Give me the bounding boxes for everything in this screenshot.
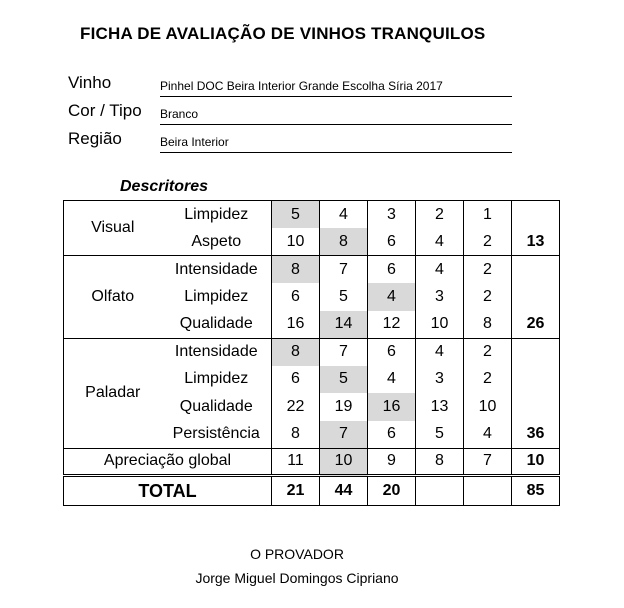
table-row xyxy=(64,201,560,229)
score-cell-selected: 8 xyxy=(272,256,320,284)
score-cell: 1 xyxy=(464,201,512,229)
score-cell: 7 xyxy=(464,448,512,476)
score-cell: 9 xyxy=(368,448,416,476)
score-cell: 5 xyxy=(320,283,368,311)
table-row xyxy=(64,256,560,284)
criterion-label: Limpidez xyxy=(184,370,249,388)
score-cell-selected: 8 xyxy=(272,338,320,366)
table-row-total xyxy=(64,476,560,506)
score-cell: 3 xyxy=(416,283,464,311)
score-cell-selected: 7 xyxy=(320,421,368,449)
subtotal-cell: 26 xyxy=(512,311,560,339)
total-label: TOTAL xyxy=(64,476,272,506)
score-cell: 22 xyxy=(272,393,320,421)
criterion-label: Intensidade xyxy=(162,338,272,366)
score-cell: 11 xyxy=(272,448,320,476)
score-cell: 6 xyxy=(368,228,416,256)
score-cell: 4 xyxy=(416,228,464,256)
score-cell: 5 xyxy=(416,421,464,449)
subtotal-cell xyxy=(512,201,560,229)
score-cell: 2 xyxy=(464,256,512,284)
group-label-paladar: Paladar xyxy=(64,338,162,448)
total-column-cell xyxy=(464,476,512,506)
cor-tipo-value: Branco xyxy=(160,107,512,125)
score-cell-selected: 4 xyxy=(368,283,416,311)
criterion-label: Intensidade xyxy=(162,256,272,284)
criterion-label: Aspeto xyxy=(191,232,242,250)
score-cell: 6 xyxy=(368,338,416,366)
score-cell: 4 xyxy=(416,256,464,284)
total-column-cell: 20 xyxy=(368,476,416,506)
criterion-label: Qualidade xyxy=(179,397,253,415)
vinho-value: Pinhel DOC Beira Interior Grande Escolha Síria 2017 xyxy=(160,79,512,97)
score-cell: 2 xyxy=(464,338,512,366)
total-column-cell xyxy=(416,476,464,506)
evaluation-table xyxy=(63,200,560,506)
global-label: Apreciação global xyxy=(64,448,272,476)
score-cell: 10 xyxy=(464,393,512,421)
subtotal-cell xyxy=(512,283,560,311)
score-cell: 3 xyxy=(416,366,464,394)
criterion-label: Limpidez xyxy=(184,287,249,305)
score-cell: 6 xyxy=(368,256,416,284)
subtotal-cell xyxy=(512,338,560,366)
provador-block xyxy=(0,542,624,590)
score-cell: 2 xyxy=(464,228,512,256)
score-cell: 2 xyxy=(464,366,512,394)
score-cell: 8 xyxy=(464,311,512,339)
cor-tipo-label: Cor / Tipo xyxy=(68,101,142,120)
score-cell: 12 xyxy=(368,311,416,339)
grand-total-cell: 85 xyxy=(512,476,560,506)
descritores-heading: Descritores xyxy=(120,178,209,195)
sheet-title: FICHA DE AVALIAÇÃO DE VINHOS TRANQUILOS xyxy=(80,24,486,43)
score-cell: 4 xyxy=(368,366,416,394)
score-cell: 7 xyxy=(320,256,368,284)
score-cell: 6 xyxy=(272,283,320,311)
total-column-cell: 21 xyxy=(272,476,320,506)
subtotal-cell xyxy=(512,256,560,284)
score-cell-selected: 14 xyxy=(320,311,368,339)
score-cell: 16 xyxy=(272,311,320,339)
score-cell: 8 xyxy=(416,448,464,476)
group-label-olfato: Olfato xyxy=(64,256,162,339)
score-cell: 10 xyxy=(272,228,320,256)
score-cell: 6 xyxy=(368,421,416,449)
score-cell: 13 xyxy=(416,393,464,421)
score-cell-selected: 8 xyxy=(320,228,368,256)
score-cell-selected: 10 xyxy=(320,448,368,476)
subtotal-cell xyxy=(512,393,560,421)
score-cell-selected: 5 xyxy=(272,201,320,229)
score-cell: 4 xyxy=(416,338,464,366)
criterion-label: Qualidade xyxy=(179,315,253,332)
table-row-global xyxy=(64,448,560,476)
score-cell: 8 xyxy=(272,421,320,449)
regiao-label: Região xyxy=(68,129,122,148)
score-cell: 4 xyxy=(320,201,368,229)
provador-name: Jorge Miguel Domingos Cipriano xyxy=(195,570,399,586)
subtotal-cell: 10 xyxy=(512,448,560,476)
criterion-label: Limpidez xyxy=(162,201,272,229)
provador-role: O PROVADOR xyxy=(250,546,344,562)
score-cell: 3 xyxy=(368,201,416,229)
subtotal-cell: 36 xyxy=(512,421,560,449)
score-cell: 19 xyxy=(320,393,368,421)
score-cell: 2 xyxy=(464,283,512,311)
score-cell-selected: 5 xyxy=(320,366,368,394)
regiao-value: Beira Interior xyxy=(160,135,512,153)
table-row xyxy=(64,338,560,366)
score-cell: 6 xyxy=(272,366,320,394)
score-cell: 10 xyxy=(416,311,464,339)
group-label-visual: Visual xyxy=(64,201,162,256)
criterion-label: Persistência xyxy=(172,425,260,442)
score-cell-selected: 16 xyxy=(368,393,416,421)
vinho-label: Vinho xyxy=(68,73,112,92)
subtotal-cell: 13 xyxy=(512,228,560,256)
score-cell: 2 xyxy=(416,201,464,229)
total-column-cell: 44 xyxy=(320,476,368,506)
subtotal-cell xyxy=(512,366,560,394)
score-cell: 7 xyxy=(320,338,368,366)
score-cell: 4 xyxy=(464,421,512,449)
